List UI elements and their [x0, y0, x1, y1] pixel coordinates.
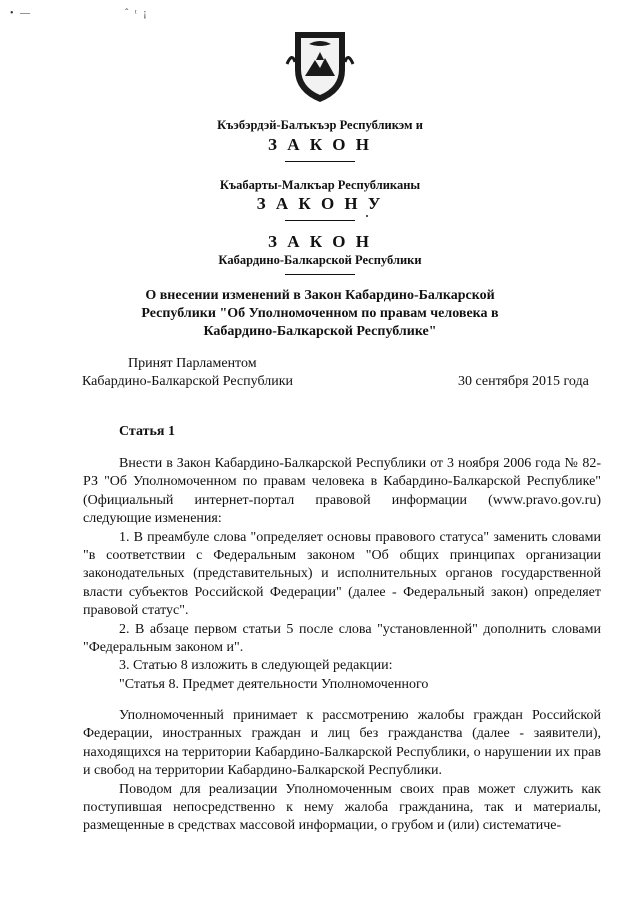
header-kbr-parliament: Къэбэрдэй-Балъкъэр Республикэм и	[217, 118, 423, 132]
article-body-continued	[83, 707, 601, 836]
article-paragraph: Поводом для реализации Уполномоченным своих прав может служить как поступившая непосредственно к нему жалоба гражданина, так и материалы, размещенные в средствах массовой информации, о грубом и (или) систематиче-	[83, 781, 601, 834]
law-title-line: Кабардино-Балкарской Республике"	[203, 324, 437, 339]
article-paragraph: Внести в Закон Кабардино-Балкарской Республики от 3 ноября 2006 года № 82-РЗ "Об Уполномоченном по правам человека в Кабардино-Балкарской Республике" (Официальный интернет-портал правовой информации (www.pravo.gov.ru) следующие изменения:	[83, 456, 601, 527]
article-body	[83, 455, 601, 694]
article-paragraph: 2. В абзаце первом статьи 5 после слова "установленной" дополнить словами "Федеральным законом и".	[83, 621, 601, 656]
header-ru-law: З А К О Н	[267, 232, 373, 251]
header-ru-republic: Кабардино-Балкарской Республики	[218, 253, 422, 267]
scan-mark-left: • —	[10, 8, 33, 19]
coat-of-arms-emblem	[285, 24, 355, 104]
adoption-line-1: Принят Парламентом	[128, 356, 257, 371]
scan-mark-top: ˆ ᵗ ¡	[125, 8, 149, 19]
article-heading: Статья 1	[119, 424, 175, 439]
scan-marks	[10, 8, 149, 19]
header-karachay-law: З А К О Н У	[256, 194, 384, 213]
article-paragraph: 1. В преамбуле слова "определяет основы правового статуса" заменить словами "в соответствии с Федеральным законом "Об общих принципах организации законодательных (представительных) и исполнительных органов государственной власти субъектов Российской Федерации" (далее - Федеральный закон) определяет правовой статус".	[83, 529, 601, 619]
article-paragraph: 3. Статью 8 изложить в следующей редакции:	[119, 658, 393, 674]
article-paragraph: "Статья 8. Предмет деятельности Уполномоченного	[119, 676, 429, 692]
law-title	[120, 287, 520, 341]
header-rule	[285, 161, 355, 162]
header-rule	[285, 220, 355, 221]
header-kbr-law: З А К О Н	[267, 135, 373, 154]
law-title-line: О внесении изменений в Закон Кабардино-Балкарской	[145, 288, 495, 303]
adoption-line-2: Кабардино-Балкарской Республики	[82, 374, 293, 389]
header-karachay-parliament: Къабарты-Малкъар Республиканы	[219, 178, 421, 192]
scan-speck	[366, 215, 368, 217]
adoption-date: 30 сентября 2015 года	[458, 374, 589, 389]
article-paragraph: Уполномоченный принимает к рассмотрению жалобы граждан Российской Федерации, иностранных граждан и лиц без гражданства (далее - заявители), находящихся на территории Кабардино-Балкарской Республики, о нарушении их прав и свобод на территории Кабардино-Балкарской Республики.	[83, 708, 601, 779]
law-title-line: Республики "Об Уполномоченном по правам человека в	[141, 306, 499, 321]
header-rule	[285, 274, 355, 275]
